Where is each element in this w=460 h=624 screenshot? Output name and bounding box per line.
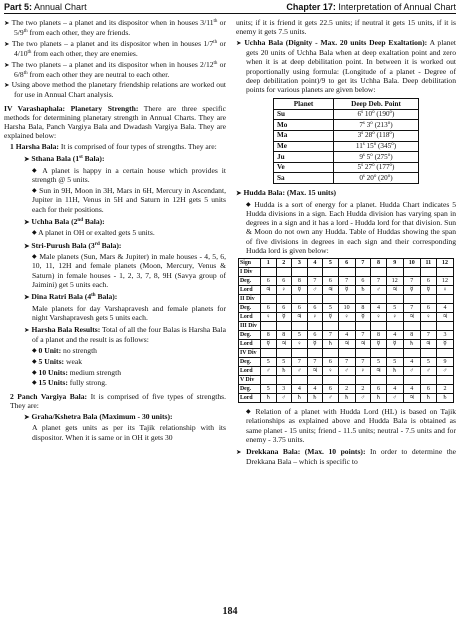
intro-item: ➤ Using above method the planetary friendship relations are worked out for use in Annual Chart analysis. <box>4 80 226 100</box>
row-label: Lord <box>239 313 261 322</box>
harsha-paragraph: 1 Harsha Bala: It is comprised of four types of strengths. They are: <box>10 142 217 152</box>
lord-cell: ♂ <box>261 367 277 376</box>
table-row: Sa 0$^s$ 20$^o$ (20$^o$) <box>274 173 419 184</box>
dina-text: Male planets for day Varshapravesh and female planets for night Varshapravesh gets 5 units each. <box>32 303 226 322</box>
lord-cell: ☿ <box>323 313 339 322</box>
lord-cell: ♂ <box>307 286 323 295</box>
table-row <box>239 340 454 349</box>
row-label: Deg. <box>239 358 261 367</box>
table-row <box>239 313 454 322</box>
row-label: Deg. <box>239 304 261 313</box>
degree-cell: 7 <box>403 304 420 313</box>
degree-cell: 2 <box>338 385 355 394</box>
table-cell <box>403 376 420 385</box>
table-cell <box>323 295 339 304</box>
degree-cell: 4 <box>371 304 387 313</box>
degree-cell: 6 <box>323 385 339 394</box>
degree-cell: 4 <box>403 358 420 367</box>
table-cell <box>371 349 387 358</box>
graha-heading: ➤ Graha/Kshetra Bala (Maximum - 30 units): <box>24 411 173 421</box>
result-item: ◆ 15 Units: fully strong. <box>32 378 107 388</box>
degree-cell: 7 <box>338 358 355 367</box>
table-header: 4 <box>307 259 323 268</box>
degree-cell: 5 <box>323 304 339 313</box>
table-cell <box>307 349 323 358</box>
degree-cell: 5 <box>371 358 387 367</box>
table-header: 11 <box>420 259 436 268</box>
lord-cell: ♄ <box>323 340 339 349</box>
lord-cell: ☿ <box>276 313 292 322</box>
stri-heading: ➤ Stri-Purush Bala (3rd Bala): <box>24 240 122 250</box>
lord-cell: ♂ <box>386 394 403 403</box>
lord-cell: ♃ <box>371 367 387 376</box>
degree-cell: 7 <box>355 331 371 340</box>
table-cell <box>292 349 308 358</box>
table-header: 1 <box>261 259 277 268</box>
degree-cell: 7 <box>355 358 371 367</box>
lord-cell: ♂ <box>338 367 355 376</box>
table-cell <box>276 376 292 385</box>
degree-cell: 6 <box>261 304 277 313</box>
table-row: Mo 7$^s$ 3$^o$ (213$^o$) <box>274 120 419 131</box>
stri-item: ◆ Male planets (Sun, Mars & Jupiter) in male houses - 4, 5, 6, 10, 11, 12H and female planets (Moon, Mercury, Venus & Saturn) in female houses - 1, 2, 3, 7, 8, 9H (Savya group of Jaimini) get 5 units each. <box>32 252 226 289</box>
lord-cell: ♀ <box>371 313 387 322</box>
lord-cell: ♃ <box>261 286 277 295</box>
lord-cell: ♄ <box>355 286 371 295</box>
lord-cell: ♀ <box>386 313 403 322</box>
lord-cell: ☿ <box>355 313 371 322</box>
table-cell <box>386 295 403 304</box>
degree-cell: 7 <box>403 277 420 286</box>
table-cell <box>292 268 308 277</box>
degree-cell: 5 <box>292 331 308 340</box>
table-cell <box>403 295 420 304</box>
lord-cell: ♂ <box>403 367 420 376</box>
table-cell <box>403 268 420 277</box>
lord-cell: ☿ <box>436 340 453 349</box>
table-cell <box>261 268 277 277</box>
table-cell <box>403 322 420 331</box>
table-cell <box>355 322 371 331</box>
table-cell <box>323 349 339 358</box>
table-header: 10 <box>403 259 420 268</box>
lord-cell: ♀ <box>292 340 308 349</box>
table-cell <box>386 349 403 358</box>
lord-cell: ♀ <box>307 313 323 322</box>
division-label: II Div <box>239 295 261 304</box>
lord-cell: ♃ <box>403 313 420 322</box>
table-row <box>239 331 454 340</box>
lord-cell: ♃ <box>386 286 403 295</box>
lord-cell: ♄ <box>307 394 323 403</box>
table-cell <box>386 268 403 277</box>
degree-cell: 4 <box>307 385 323 394</box>
lord-cell: ♂ <box>436 367 453 376</box>
degree-cell: 7 <box>371 277 387 286</box>
lord-cell: ♃ <box>403 394 420 403</box>
lord-cell: ♄ <box>338 394 355 403</box>
table-cell <box>323 322 339 331</box>
table-cell <box>276 295 292 304</box>
lord-cell: ♄ <box>292 394 308 403</box>
table-cell <box>355 376 371 385</box>
table-cell <box>323 268 339 277</box>
row-label: Deg. <box>239 331 261 340</box>
right-column <box>236 18 456 468</box>
table-cell <box>371 322 387 331</box>
table-row <box>239 277 454 286</box>
table-cell <box>436 295 453 304</box>
degree-cell: 9 <box>436 358 453 367</box>
right-top-text: units; if it is friend it gets 22.5 units; if neutral it gets 15 units, if it is enemy it gets 7.5 units. <box>236 18 456 37</box>
degree-cell: 5 <box>420 358 436 367</box>
lord-cell: ♃ <box>436 313 453 322</box>
lord-cell: ♄ <box>420 394 436 403</box>
table-cell <box>420 295 436 304</box>
lord-cell: ☿ <box>371 340 387 349</box>
degree-cell: 7 <box>323 331 339 340</box>
table-cell <box>307 322 323 331</box>
table-cell <box>371 376 387 385</box>
degree-cell: 12 <box>386 277 403 286</box>
lord-cell: ♃ <box>292 313 308 322</box>
degree-cell: 6 <box>261 277 277 286</box>
row-label: Lord <box>239 286 261 295</box>
table-cell <box>307 376 323 385</box>
row-label: Deg. <box>239 277 261 286</box>
panch-paragraph: 2 Panch Vargiya Bala: It is comprised of five types of strengths. They are: <box>10 391 226 411</box>
lord-cell: ♂ <box>323 394 339 403</box>
lord-cell: ♀ <box>420 313 436 322</box>
table-header: 2 <box>276 259 292 268</box>
table-header: 3 <box>292 259 308 268</box>
lord-cell: ♂ <box>371 286 387 295</box>
table-cell <box>276 268 292 277</box>
degree-cell: 6 <box>420 277 436 286</box>
lord-cell: ♄ <box>261 394 277 403</box>
table-row: Ju 9$^s$ 5$^o$ (275$^o$) <box>274 152 419 163</box>
degree-cell: 5 <box>386 304 403 313</box>
uchha-heading: ➤ Uchha Bala (2nd Bala): <box>24 216 105 226</box>
table-header: 5 <box>323 259 339 268</box>
table-cell <box>292 295 308 304</box>
results-paragraph: ➤ Harsha Bala Results: Total of all the four Balas is Harsha Bala of a planet and the result is as follows: <box>24 325 226 345</box>
lord-cell: ♂ <box>355 394 371 403</box>
table-cell <box>420 322 436 331</box>
table-row <box>239 322 454 331</box>
division-label: IV Div <box>239 349 261 358</box>
table-cell <box>436 322 453 331</box>
intro-item: ➤ The two planets – a planet and its dispositor when in houses 3/11th or 5/9th from each other, they are friends. <box>4 18 226 38</box>
table-header: 8 <box>371 259 387 268</box>
degree-cell: 4 <box>386 385 403 394</box>
intro-item: ➤ The two planets – a planet and its dispositor when in houses 1/7th or 4/10th from each other, they are enemies. <box>4 38 226 58</box>
lord-cell: ♃ <box>307 367 323 376</box>
lord-cell: ♄ <box>403 340 420 349</box>
lord-cell: ♀ <box>355 367 371 376</box>
degree-cell: 6 <box>355 277 371 286</box>
table-row <box>239 358 454 367</box>
left-column <box>4 18 226 443</box>
result-item: ◆ 5 Units: weak <box>32 356 82 366</box>
table-row: Ve 5$^s$ 27$^o$ (177$^o$) <box>274 162 419 173</box>
table-cell <box>403 349 420 358</box>
table-cell <box>338 295 355 304</box>
drekkana-paragraph: ➤ Drekkana Bala: (Max. 10 points): In order to determine the Drekkana Bala – which is specific to <box>236 447 456 467</box>
lord-cell: ♃ <box>420 340 436 349</box>
degree-cell: 7 <box>292 358 308 367</box>
lord-cell: ♄ <box>436 394 453 403</box>
table-cell <box>323 376 339 385</box>
degree-cell: 3 <box>276 385 292 394</box>
degree-cell: 7 <box>307 358 323 367</box>
sthana-item: ◆ Sun in 9H, Moon in 3H, Mars in 6H, Mercury in Ascendant, Jupiter in 11H, Venus in 5H and Saturn in 12H gets 5 units each for their positions. <box>32 185 226 214</box>
table-cell <box>338 376 355 385</box>
table-cell <box>420 349 436 358</box>
degree-cell: 8 <box>403 331 420 340</box>
table-cell <box>371 295 387 304</box>
lord-cell: ☿ <box>403 286 420 295</box>
page-number: 184 <box>222 606 238 617</box>
degree-cell: 10 <box>338 304 355 313</box>
table-cell <box>436 349 453 358</box>
degree-cell: 6 <box>420 304 436 313</box>
degree-cell: 5 <box>276 358 292 367</box>
table-cell <box>261 349 277 358</box>
result-item: ◆ 0 Unit: no strength <box>32 346 97 356</box>
degree-cell: 5 <box>386 358 403 367</box>
degree-cell: 4 <box>292 385 308 394</box>
degree-cell: 12 <box>436 277 453 286</box>
degree-cell: 7 <box>338 277 355 286</box>
intro-item: ➤ The two planets – a planet and its dispositor when in houses 2/12th or 6/8th from each other they are neutral to each other. <box>4 59 227 79</box>
table-cell <box>436 376 453 385</box>
table-cell <box>261 376 277 385</box>
division-label: V Div <box>239 376 261 385</box>
table-cell <box>386 322 403 331</box>
table-cell <box>386 376 403 385</box>
sthana-heading: ➤ Sthana Bala (1st Bala): <box>24 154 105 164</box>
table-cell <box>261 322 277 331</box>
table-cell <box>355 268 371 277</box>
table-cell <box>338 349 355 358</box>
graha-text: A planet gets units as per its Tajik relationship with its dispositor. When it is same or in OH it gets 30 <box>32 423 226 442</box>
sthana-item: ◆ A planet is happy in a certain house which provides it strength @ 5 units. <box>32 165 227 185</box>
degree-cell: 4 <box>386 331 403 340</box>
lord-cell: ♂ <box>292 367 308 376</box>
table-cell <box>292 376 308 385</box>
table-row <box>239 376 454 385</box>
division-label: I Div <box>239 268 261 277</box>
table-cell <box>276 349 292 358</box>
uchha-item: ◆ A planet in OH or exalted gets 5 units. <box>32 228 155 238</box>
table-header: 12 <box>436 259 453 268</box>
chapter-title: Chapter 17: Interpretation of Annual Chart <box>286 2 456 12</box>
part-title: Part 5: Annual Chart <box>4 2 87 12</box>
table-cell <box>420 376 436 385</box>
degree-cell: 2 <box>355 385 371 394</box>
hudda-heading: ➤ Hudda Bala: (Max. 15 units) <box>236 188 337 198</box>
lord-cell: ♀ <box>436 286 453 295</box>
table-header: Planet <box>274 99 334 110</box>
degree-cell: 8 <box>261 331 277 340</box>
lord-cell: ♃ <box>355 340 371 349</box>
degree-cell: 6 <box>276 304 292 313</box>
table-row <box>239 349 454 358</box>
table-cell <box>420 268 436 277</box>
table-row: Me 11$^s$ 15$^o$ (345$^o$) <box>274 141 419 152</box>
lord-cell: ♀ <box>261 313 277 322</box>
degree-cell: 6 <box>371 385 387 394</box>
lord-cell: ♀ <box>338 313 355 322</box>
degree-cell: 7 <box>420 331 436 340</box>
lord-cell: ☿ <box>261 340 277 349</box>
hudda-table <box>238 258 454 403</box>
table-cell <box>355 295 371 304</box>
lord-cell: ☿ <box>292 286 308 295</box>
table-row <box>239 286 454 295</box>
degree-cell: 6 <box>323 277 339 286</box>
table-header: 9 <box>386 259 403 268</box>
table-row: Ma 3$^s$ 28$^o$ (118$^o$) <box>274 131 419 142</box>
table-cell <box>261 295 277 304</box>
row-label: Lord <box>239 394 261 403</box>
degree-cell: 6 <box>307 304 323 313</box>
degree-cell: 8 <box>276 331 292 340</box>
degree-cell: 8 <box>371 331 387 340</box>
table-header: 6 <box>338 259 355 268</box>
table-row <box>239 385 454 394</box>
uchha-bala-paragraph: ➤ Uchha Bala (Dignity - Max. 20 units Deep Exaltation): A planet gets 20 units of Uchha Bala when at deep exaltation point and zero when it is at deep debilitation point. In between it is worked out proportionally using formula: (Longitude of a planet - Degree of deep debilitation point)/9 to get its Uchha Bala. Deep debilitation points for various planets are given below: <box>236 38 456 95</box>
table-cell <box>307 295 323 304</box>
deep-debilitation-table <box>273 98 419 184</box>
table-cell <box>276 322 292 331</box>
lord-cell: ♀ <box>323 367 339 376</box>
lord-cell: ♄ <box>371 394 387 403</box>
section-paragraph: IV Varashaphala: Planetary Strength: There are three specific methods for determining planetary strength in Annual Charts. They are Harsha Bala, Panch Vargiya Bala and Dwadash Vargiya Bala. They are explained below: <box>4 103 226 141</box>
degree-cell: 6 <box>307 331 323 340</box>
table-row <box>239 394 454 403</box>
lord-cell: ♃ <box>338 340 355 349</box>
degree-cell: 4 <box>436 304 453 313</box>
lord-cell: ♂ <box>276 394 292 403</box>
table-cell <box>436 268 453 277</box>
table-header: 7 <box>355 259 371 268</box>
table-cell <box>338 268 355 277</box>
table-row <box>239 295 454 304</box>
table-row <box>239 367 454 376</box>
table-cell <box>292 322 308 331</box>
lord-cell: ♄ <box>276 367 292 376</box>
lord-cell: ☿ <box>338 286 355 295</box>
table-row <box>239 304 454 313</box>
relation-text: ◆ Relation of a planet with Hudda Lord (HL) is based on Tajik relationships as explained above and Hudda Bala is obtained as same planet - 15 units; friend - 11.5 units; neutral - 7.5 units and for enemy - 3.75 units. <box>246 407 456 444</box>
degree-cell: 3 <box>436 331 453 340</box>
degree-cell: 5 <box>261 358 277 367</box>
table-header: Sign <box>239 259 261 268</box>
lord-cell: ☿ <box>307 340 323 349</box>
lord-cell: ☿ <box>386 340 403 349</box>
degree-cell: 6 <box>276 277 292 286</box>
row-label: Deg. <box>239 385 261 394</box>
degree-cell: 7 <box>307 277 323 286</box>
dina-heading: ➤ Dina Ratri Bala (4th Bala): <box>24 292 118 302</box>
lord-cell: ♄ <box>386 367 403 376</box>
degree-cell: 4 <box>403 385 420 394</box>
degree-cell: 5 <box>261 385 277 394</box>
table-header: Deep Deb. Point <box>334 99 419 110</box>
table-cell <box>307 268 323 277</box>
lord-cell: ♀ <box>276 286 292 295</box>
row-label: Lord <box>239 340 261 349</box>
lord-cell: ☿ <box>420 286 436 295</box>
table-row <box>239 268 454 277</box>
degree-cell: 8 <box>355 304 371 313</box>
lord-cell: ♂ <box>420 367 436 376</box>
lord-cell: ♃ <box>323 286 339 295</box>
table-cell <box>371 268 387 277</box>
degree-cell: 6 <box>323 358 339 367</box>
table-header-row <box>239 259 454 268</box>
table-cell <box>355 349 371 358</box>
row-label: Lord <box>239 367 261 376</box>
table-cell <box>338 322 355 331</box>
result-item: ◆ 10 Units: medium strength <box>32 367 122 377</box>
degree-cell: 6 <box>292 304 308 313</box>
hudda-text: ◆ Hudda is a sort of energy for a planet. Hudda Chart indicates 5 Hudda divisions in a sign. Each Hudda division has varying span in degrees in a sign and it has a lord - Hudda lord for that division. Sun & Moon do not own any Hudda. Table of Huddas showing the span of five divisions in degrees in each sign and their corresponding Hudda lord is given below: <box>246 199 456 255</box>
degree-cell: 8 <box>292 277 308 286</box>
degree-cell: 6 <box>420 385 436 394</box>
degree-cell: 4 <box>338 331 355 340</box>
lord-cell: ♃ <box>276 340 292 349</box>
division-label: III Div <box>239 322 261 331</box>
table-row: Su 6$^s$ 10$^o$ (190$^o$) <box>274 109 419 120</box>
running-header <box>4 2 456 14</box>
degree-cell: 2 <box>436 385 453 394</box>
